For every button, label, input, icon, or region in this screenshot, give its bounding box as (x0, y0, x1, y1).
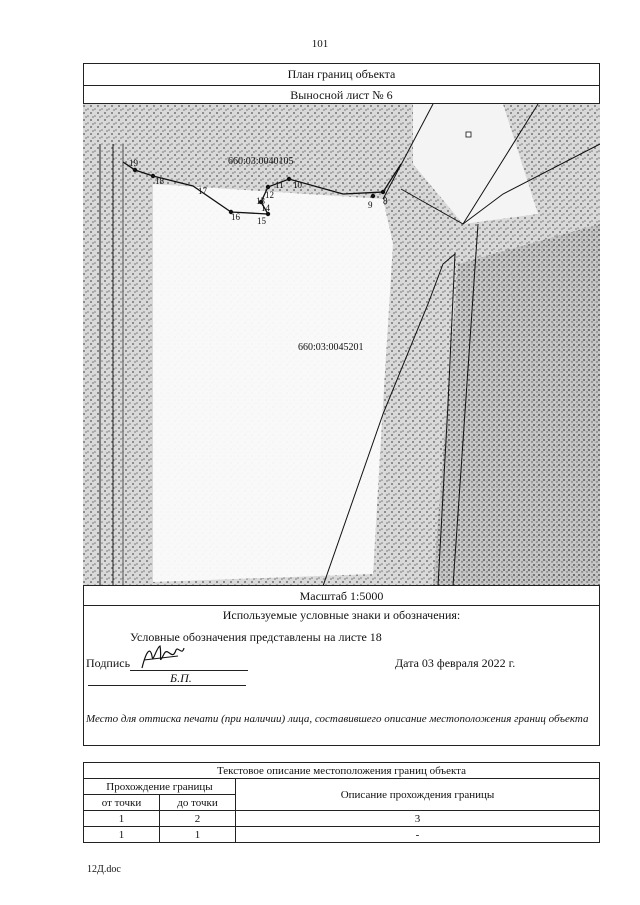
parcel-number-upper: 660:03:0040105 (228, 156, 294, 167)
to-header: до точки (160, 795, 236, 811)
sheet-number: Выносной лист № 6 (83, 86, 600, 104)
initials-line (88, 685, 246, 686)
point-label: 9 (368, 200, 373, 210)
signer-initials: Б.П. (170, 671, 192, 685)
point-label: 18 (155, 176, 164, 186)
group-header: Прохождение границы (84, 779, 236, 795)
desc-cell: - (236, 827, 600, 843)
point-label: 15 (257, 216, 266, 226)
seal-place-note: Место для оттиска печати (при наличии) лица, составившего описание местоположения границ объекта (86, 713, 589, 725)
boundary-description-table (83, 762, 600, 843)
point-label: 17 (198, 186, 207, 196)
to-cell: 1 (160, 827, 236, 843)
point-label: 10 (293, 180, 302, 190)
signature-label: Подпись (86, 656, 131, 670)
point-label: 19 (129, 158, 138, 168)
from-cell: 1 (84, 811, 160, 827)
to-cell: 2 (160, 811, 236, 827)
table-row (84, 827, 600, 843)
from-cell: 1 (84, 827, 160, 843)
point-label: 14 (261, 203, 270, 213)
cadastral-map (83, 104, 600, 586)
from-header: от точки (84, 795, 160, 811)
file-name: 12Д.doc (87, 864, 121, 875)
page-number: 101 (311, 38, 329, 50)
table-title: Текстовое описание местоположения границ объекта (84, 763, 600, 779)
plan-title: План границ объекта (83, 63, 600, 86)
point-label: 8 (383, 196, 388, 206)
point-label: 12 (265, 190, 274, 200)
map-svg (83, 104, 600, 586)
desc-header: Описание прохождения границы (236, 779, 600, 811)
point-label: 11 (275, 180, 284, 190)
table-row (84, 811, 600, 827)
signature-date: Дата 03 февраля 2022 г. (395, 656, 516, 670)
legend-note: Условные обозначения представлены на листе 18 (130, 630, 382, 644)
desc-cell: 3 (236, 811, 600, 827)
point-label: 16 (231, 212, 240, 222)
scale-label: Масштаб 1:5000 (83, 586, 600, 606)
point-label: 13 (256, 196, 265, 206)
parcel-number-main: 660:03:0045201 (298, 342, 364, 353)
legend-title: Используемые условные знаки и обозначения: (222, 608, 461, 622)
